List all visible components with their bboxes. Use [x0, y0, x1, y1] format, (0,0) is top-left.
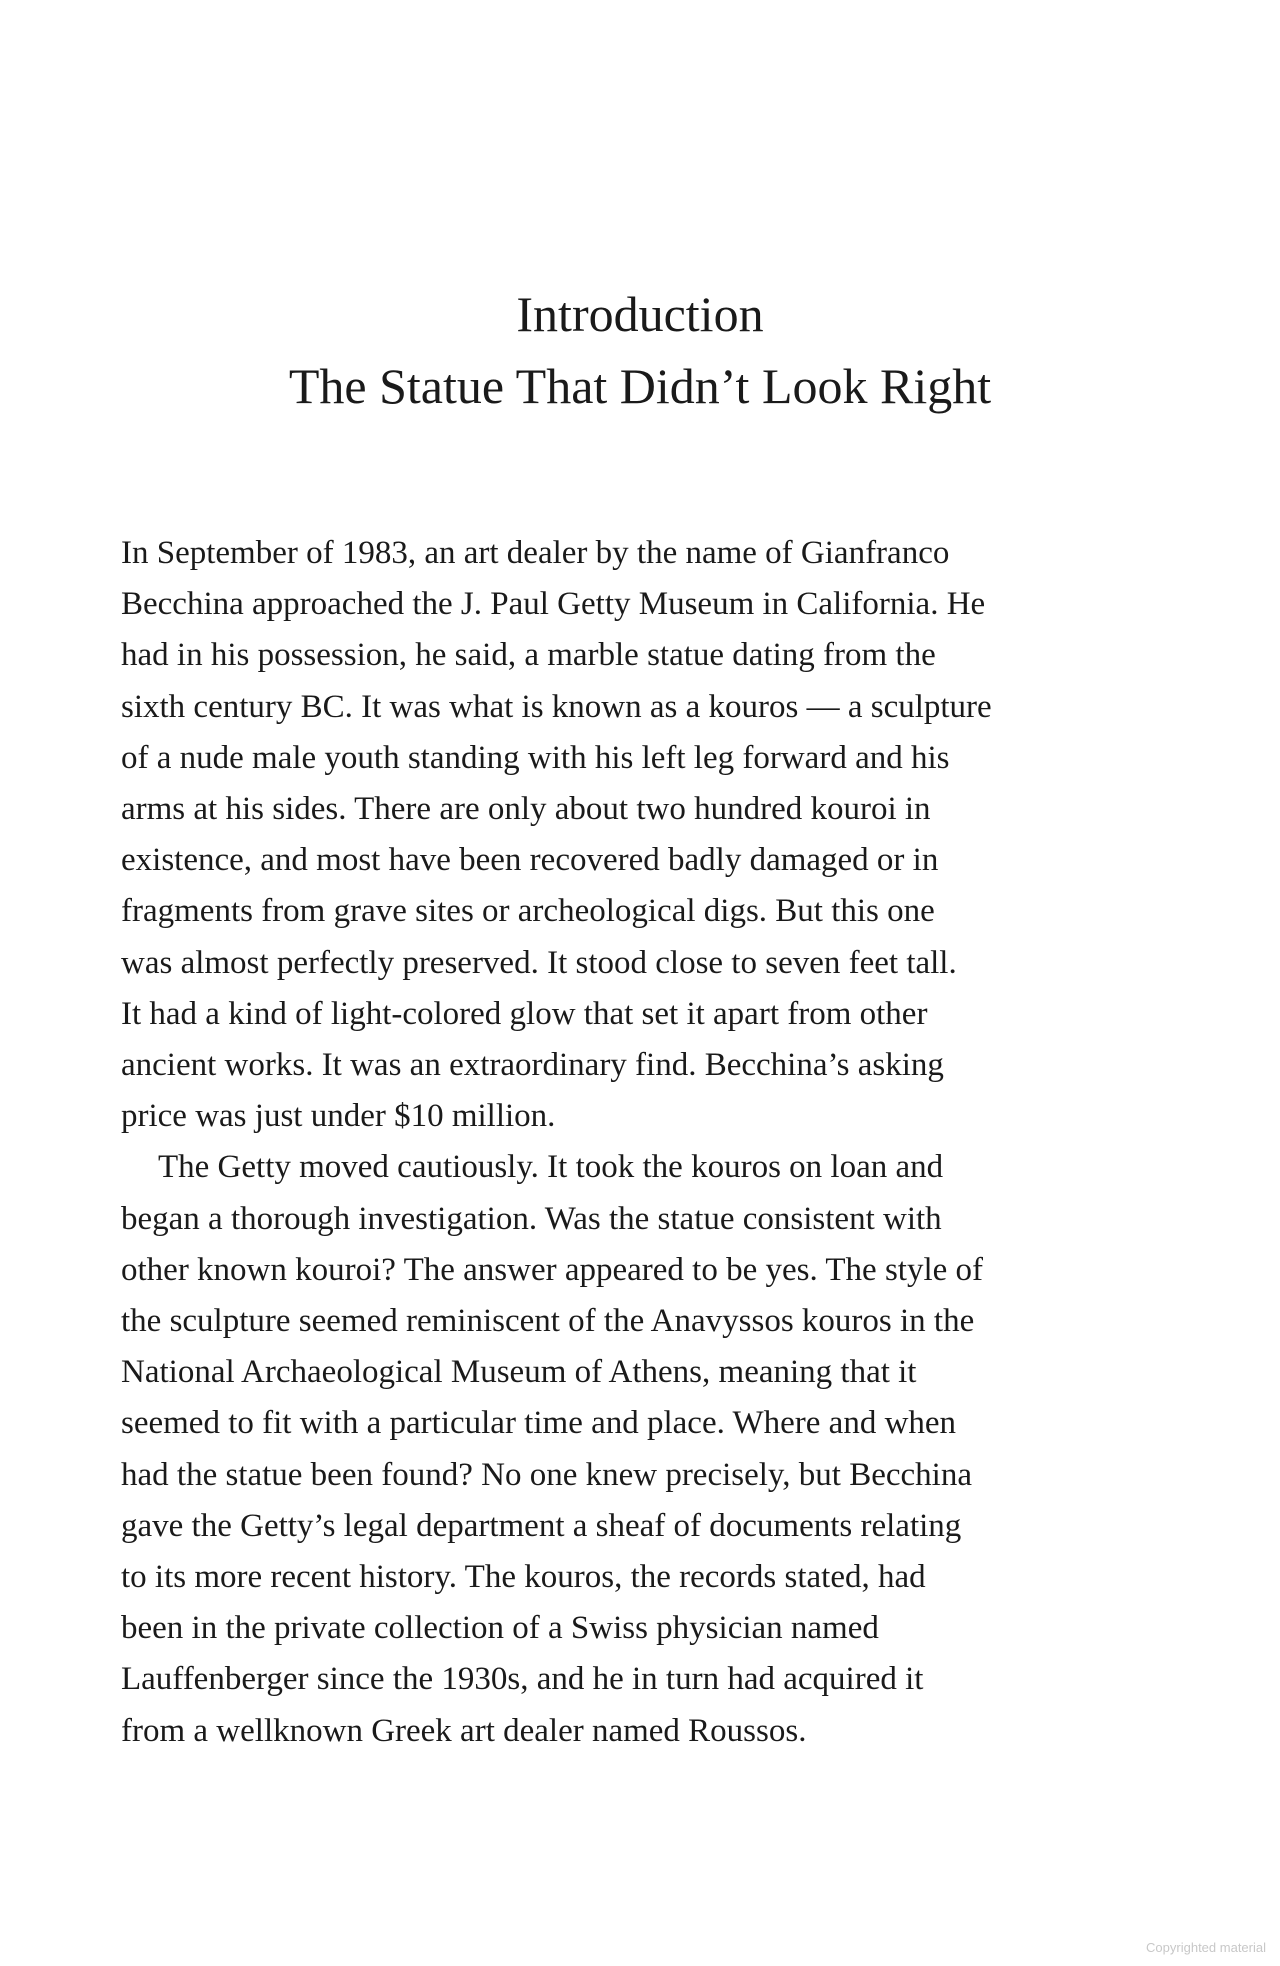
- paragraph-1: [121, 528, 1161, 1142]
- text-line: other known kouroi? The answer appeared to be yes. The style of: [121, 1251, 984, 1288]
- text-line: price was just under $10 million.: [121, 1098, 556, 1135]
- text-line: Lauffenberger since the 1930s, and he in turn had acquired it: [121, 1661, 924, 1698]
- text-line: the sculpture seemed reminiscent of the Anavyssos kouros in the: [121, 1303, 975, 1340]
- text-line: ancient works. It was an extraordinary find. Becchina’s asking: [121, 1047, 944, 1084]
- text-line: arms at his sides. There are only about two hundred kouroi in: [121, 791, 931, 828]
- text-line: sixth century BC. It was what is known as a kouros — a sculpture: [121, 688, 992, 725]
- text-line: existence, and most have been recovered badly damaged or in: [121, 842, 939, 879]
- chapter-title: The Statue That Didn’t Look Right: [288, 358, 992, 414]
- text-line: of a nude male youth standing with his left leg forward and his: [121, 739, 950, 776]
- text-line: The Getty moved cautiously. It took the kouros on loan and: [158, 1149, 944, 1186]
- chapter-label: Introduction: [516, 286, 764, 342]
- text-line: gave the Getty’s legal department a sheaf of documents relating: [121, 1507, 962, 1544]
- text-line: It had a kind of light-colored glow that set it apart from other: [121, 995, 928, 1032]
- text-line: Becchina approached the J. Paul Getty Museum in California. He: [121, 586, 986, 623]
- text-line: from a wellknown Greek art dealer named Roussos.: [121, 1712, 807, 1749]
- text-line: In September of 1983, an art dealer by the name of Gianfranco: [121, 535, 950, 571]
- body-text: [121, 528, 1161, 1757]
- text-line: seemed to fit with a particular time and place. Where and when: [121, 1405, 957, 1442]
- paragraph-2: [121, 1142, 1161, 1756]
- text-line: began a thorough investigation. Was the statue consistent with: [121, 1200, 942, 1237]
- text-line: National Archaeological Museum of Athens, meaning that it: [121, 1354, 917, 1391]
- chapter-heading: [0, 278, 1280, 422]
- text-line: fragments from grave sites or archeological digs. But this one: [121, 893, 935, 930]
- text-line: had the statue been found? No one knew precisely, but Becchina: [121, 1456, 972, 1493]
- text-line: was almost perfectly preserved. It stood close to seven feet tall.: [121, 944, 957, 981]
- text-line: been in the private collection of a Swiss physician named: [121, 1610, 879, 1647]
- text-line: to its more recent history. The kouros, the records stated, had: [121, 1559, 926, 1596]
- copyright-watermark: Copyrighted material: [1146, 1940, 1266, 1955]
- text-line: had in his possession, he said, a marble statue dating from the: [121, 637, 936, 674]
